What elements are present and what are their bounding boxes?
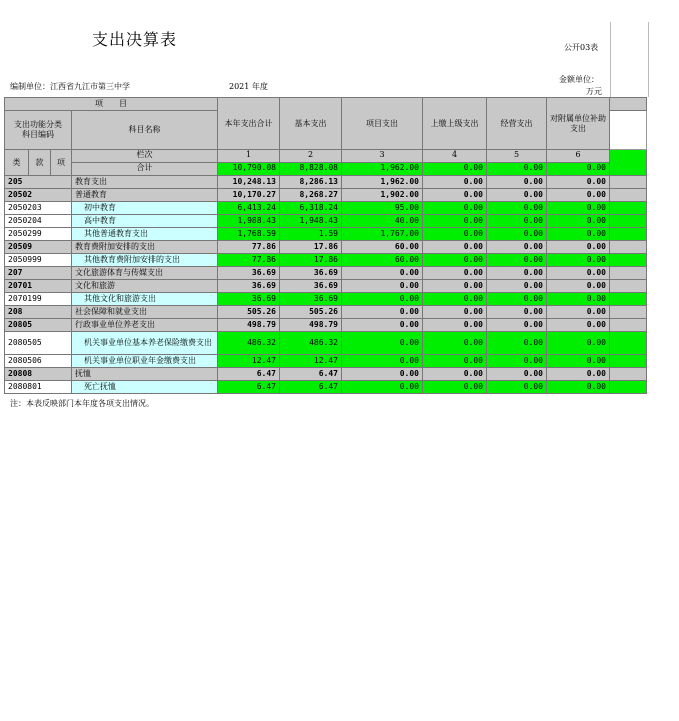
row-value-col-2: 1.59 (280, 228, 342, 241)
header-lanci: 栏次 (72, 150, 217, 163)
row-value-col-2: 36.69 (280, 280, 342, 293)
row-value-col-6: 0.00 (547, 254, 610, 267)
row-value-col-2: 1,948.43 (280, 215, 342, 228)
header-blank (610, 150, 647, 176)
header-heji: 合计 (136, 163, 153, 172)
row-value-col-2: 36.69 (280, 293, 342, 306)
row-value-col-3: 0.00 (342, 332, 423, 355)
col-number: 5 (487, 150, 546, 163)
row-code: 20502 (5, 189, 72, 202)
row-value-col-5: 0.00 (487, 254, 547, 267)
row-end-cell (610, 355, 647, 368)
row-end-cell (610, 228, 647, 241)
row-name: 高中教育 (72, 215, 218, 228)
row-value-col-4: 0.00 (423, 381, 487, 394)
row-end-cell (610, 381, 647, 394)
row-value-col-5: 0.00 (487, 368, 547, 381)
row-value-col-1: 498.79 (218, 319, 280, 332)
row-value-col-2: 12.47 (280, 355, 342, 368)
row-value-col-6: 0.00 (547, 306, 610, 319)
table-row (5, 189, 647, 202)
col-number: 3 (342, 150, 422, 163)
row-end-cell (610, 215, 647, 228)
footnote: 注：本表反映部门本年度各项支出情况。 (10, 399, 154, 408)
row-value-col-6: 0.00 (547, 319, 610, 332)
total-value: 0.00 (423, 163, 486, 175)
row-value-col-2: 17.86 (280, 241, 342, 254)
header-xiang: 项 (51, 150, 72, 176)
year-label: 2021 年度 (229, 82, 268, 91)
form-number: 公开03表 (564, 43, 599, 52)
row-value-col-6: 0.00 (547, 381, 610, 394)
header-col-5: 经营支出 (487, 98, 547, 150)
row-end-cell (610, 267, 647, 280)
header-lanci-heji (72, 150, 218, 176)
row-code: 20805 (5, 319, 72, 332)
table-row (5, 241, 647, 254)
row-value-col-3: 60.00 (342, 254, 423, 267)
row-name: 普通教育 (72, 189, 218, 202)
row-code: 20808 (5, 368, 72, 381)
row-value-col-2: 6.47 (280, 381, 342, 394)
row-value-col-5: 0.00 (487, 306, 547, 319)
row-code: 2050999 (5, 254, 72, 267)
row-value-col-6: 0.00 (547, 368, 610, 381)
row-value-col-3: 95.00 (342, 202, 423, 215)
row-value-col-6: 0.00 (547, 189, 610, 202)
row-name: 其他教育费附加安排的支出 (72, 254, 218, 267)
row-end-cell (610, 293, 647, 306)
row-value-col-1: 10,170.27 (218, 189, 280, 202)
row-value-col-3: 0.00 (342, 280, 423, 293)
row-value-col-1: 1,768.59 (218, 228, 280, 241)
row-code: 2050204 (5, 215, 72, 228)
row-name: 教育费附加安排的支出 (72, 241, 218, 254)
row-value-col-3: 0.00 (342, 355, 423, 368)
total-value: 10,790.08 (218, 163, 279, 175)
row-value-col-4: 0.00 (423, 280, 487, 293)
header-col-6: 对附属单位补助支出 (547, 98, 610, 150)
row-value-col-6: 0.00 (547, 215, 610, 228)
row-value-col-1: 6.47 (218, 368, 280, 381)
total-value: 1,962.00 (342, 163, 422, 175)
row-value-col-1: 1,988.43 (218, 215, 280, 228)
row-value-col-2: 486.32 (280, 332, 342, 355)
header-col-1: 本年支出合计 (218, 98, 280, 150)
row-value-col-1: 486.32 (218, 332, 280, 355)
row-value-col-4: 0.00 (423, 176, 487, 189)
row-value-col-3: 0.00 (342, 381, 423, 394)
row-value-col-5: 0.00 (487, 319, 547, 332)
col-num-cell-6 (547, 150, 610, 176)
row-code: 207 (5, 267, 72, 280)
row-value-col-1: 36.69 (218, 267, 280, 280)
row-name: 文化旅游体育与传媒支出 (72, 267, 218, 280)
row-value-col-4: 0.00 (423, 189, 487, 202)
row-name: 文化和旅游 (72, 280, 218, 293)
row-name: 死亡抚恤 (72, 381, 218, 394)
col-number: 2 (280, 150, 341, 163)
row-code: 20701 (5, 280, 72, 293)
row-code: 2050203 (5, 202, 72, 215)
row-value-col-2: 8,268.27 (280, 189, 342, 202)
row-value-col-4: 0.00 (423, 355, 487, 368)
divider-line (648, 22, 649, 97)
table-row (5, 306, 647, 319)
header-lei: 类 (5, 150, 29, 176)
row-value-col-4: 0.00 (423, 293, 487, 306)
header-blank (610, 111, 647, 150)
row-value-col-2: 8,286.13 (280, 176, 342, 189)
row-value-col-3: 0.00 (342, 267, 423, 280)
row-name: 机关事业单位职业年金缴费支出 (72, 355, 218, 368)
table-row (5, 368, 647, 381)
table-row (5, 332, 647, 355)
row-end-cell (610, 280, 647, 293)
row-end-cell (610, 202, 647, 215)
row-code: 208 (5, 306, 72, 319)
row-value-col-1: 77.86 (218, 241, 280, 254)
expenditure-table (4, 97, 647, 394)
row-value-col-2: 17.86 (280, 254, 342, 267)
row-value-col-2: 6.47 (280, 368, 342, 381)
row-value-col-4: 0.00 (423, 267, 487, 280)
row-value-col-5: 0.00 (487, 355, 547, 368)
row-value-col-6: 0.00 (547, 241, 610, 254)
table-row (5, 355, 647, 368)
row-value-col-3: 0.00 (342, 319, 423, 332)
row-value-col-5: 0.00 (487, 280, 547, 293)
row-value-col-3: 1,767.00 (342, 228, 423, 241)
row-value-col-5: 0.00 (487, 332, 547, 355)
row-value-col-2: 6,318.24 (280, 202, 342, 215)
row-value-col-3: 0.00 (342, 368, 423, 381)
row-end-cell (610, 176, 647, 189)
row-value-col-1: 505.26 (218, 306, 280, 319)
header-col-2: 基本支出 (280, 98, 342, 150)
col-num-cell-1 (218, 150, 280, 176)
table-row (5, 254, 647, 267)
row-end-cell (610, 306, 647, 319)
table-row (5, 319, 647, 332)
row-value-col-6: 0.00 (547, 267, 610, 280)
row-end-cell (610, 189, 647, 202)
header-name: 科目名称 (72, 111, 218, 150)
row-code: 2070199 (5, 293, 72, 306)
row-value-col-6: 0.00 (547, 332, 610, 355)
row-value-col-1: 77.86 (218, 254, 280, 267)
row-value-col-6: 0.00 (547, 293, 610, 306)
row-name: 教育支出 (72, 176, 218, 189)
row-value-col-2: 36.69 (280, 267, 342, 280)
col-num-cell-4 (423, 150, 487, 176)
row-name: 初中教育 (72, 202, 218, 215)
row-value-col-4: 0.00 (423, 319, 487, 332)
row-value-col-5: 0.00 (487, 228, 547, 241)
header-item: 项 目 (5, 98, 218, 111)
row-end-cell (610, 254, 647, 267)
total-value: 8,828.08 (280, 163, 341, 175)
row-value-col-4: 0.00 (423, 306, 487, 319)
table-row (5, 215, 647, 228)
row-value-col-2: 498.79 (280, 319, 342, 332)
unit-label: 编制单位：江西省九江市第三中学 (10, 82, 130, 91)
row-name: 其他文化和旅游支出 (72, 293, 218, 306)
total-value: 0.00 (487, 163, 546, 175)
header-kuan: 款 (29, 150, 51, 176)
row-value-col-4: 0.00 (423, 254, 487, 267)
row-value-col-3: 0.00 (342, 306, 423, 319)
row-end-cell (610, 319, 647, 332)
row-value-col-1: 6,413.24 (218, 202, 280, 215)
row-name: 行政事业单位养老支出 (72, 319, 218, 332)
row-value-col-6: 0.00 (547, 280, 610, 293)
total-value: 0.00 (547, 163, 609, 175)
row-value-col-6: 0.00 (547, 202, 610, 215)
table-row (5, 267, 647, 280)
header-col-4: 上缴上级支出 (423, 98, 487, 150)
row-value-col-5: 0.00 (487, 267, 547, 280)
table-row (5, 280, 647, 293)
row-code: 2080801 (5, 381, 72, 394)
row-value-col-3: 1,902.00 (342, 189, 423, 202)
row-value-col-1: 36.69 (218, 280, 280, 293)
row-end-cell (610, 368, 647, 381)
col-number: 4 (423, 150, 486, 163)
row-value-col-1: 10,248.13 (218, 176, 280, 189)
row-value-col-5: 0.00 (487, 215, 547, 228)
row-value-col-4: 0.00 (423, 228, 487, 241)
row-value-col-5: 0.00 (487, 293, 547, 306)
row-value-col-6: 0.00 (547, 176, 610, 189)
row-end-cell (610, 241, 647, 254)
row-value-col-5: 0.00 (487, 176, 547, 189)
row-value-col-1: 36.69 (218, 293, 280, 306)
row-value-col-4: 0.00 (423, 202, 487, 215)
row-value-col-3: 40.00 (342, 215, 423, 228)
row-value-col-2: 505.26 (280, 306, 342, 319)
col-num-cell-5 (487, 150, 547, 176)
table-row (5, 381, 647, 394)
table-row (5, 293, 647, 306)
page-title: 支出决算表 (92, 30, 178, 49)
amount-unit-value: 万元 (586, 87, 602, 96)
row-value-col-3: 0.00 (342, 293, 423, 306)
col-num-cell-2 (280, 150, 342, 176)
row-code: 2050299 (5, 228, 72, 241)
table-row (5, 228, 647, 241)
row-value-col-4: 0.00 (423, 368, 487, 381)
amount-unit-label: 金额单位： (559, 75, 599, 84)
row-value-col-5: 0.00 (487, 241, 547, 254)
table-row (5, 176, 647, 189)
row-value-col-5: 0.00 (487, 202, 547, 215)
row-code: 205 (5, 176, 72, 189)
header-code-group: 支出功能分类 科目编码 (5, 111, 72, 150)
row-name: 机关事业单位基本养老保险缴费支出 (72, 332, 218, 355)
header-col-3: 项目支出 (342, 98, 423, 150)
row-value-col-5: 0.00 (487, 381, 547, 394)
row-code: 2080505 (5, 332, 72, 355)
row-value-col-4: 0.00 (423, 332, 487, 355)
divider-line (610, 22, 611, 97)
col-number: 6 (547, 150, 609, 163)
row-value-col-4: 0.00 (423, 215, 487, 228)
row-value-col-3: 60.00 (342, 241, 423, 254)
row-value-col-1: 6.47 (218, 381, 280, 394)
table-row (5, 202, 647, 215)
row-code: 20509 (5, 241, 72, 254)
row-value-col-1: 12.47 (218, 355, 280, 368)
header-blank (610, 98, 647, 111)
row-code: 2080506 (5, 355, 72, 368)
row-end-cell (610, 332, 647, 355)
row-value-col-3: 1,962.00 (342, 176, 423, 189)
row-value-col-5: 0.00 (487, 189, 547, 202)
col-number: 1 (218, 150, 279, 163)
col-num-cell-3 (342, 150, 423, 176)
row-value-col-6: 0.00 (547, 355, 610, 368)
row-name: 其他普通教育支出 (72, 228, 218, 241)
row-value-col-4: 0.00 (423, 241, 487, 254)
row-name: 抚恤 (72, 368, 218, 381)
row-name: 社会保障和就业支出 (72, 306, 218, 319)
row-value-col-6: 0.00 (547, 228, 610, 241)
